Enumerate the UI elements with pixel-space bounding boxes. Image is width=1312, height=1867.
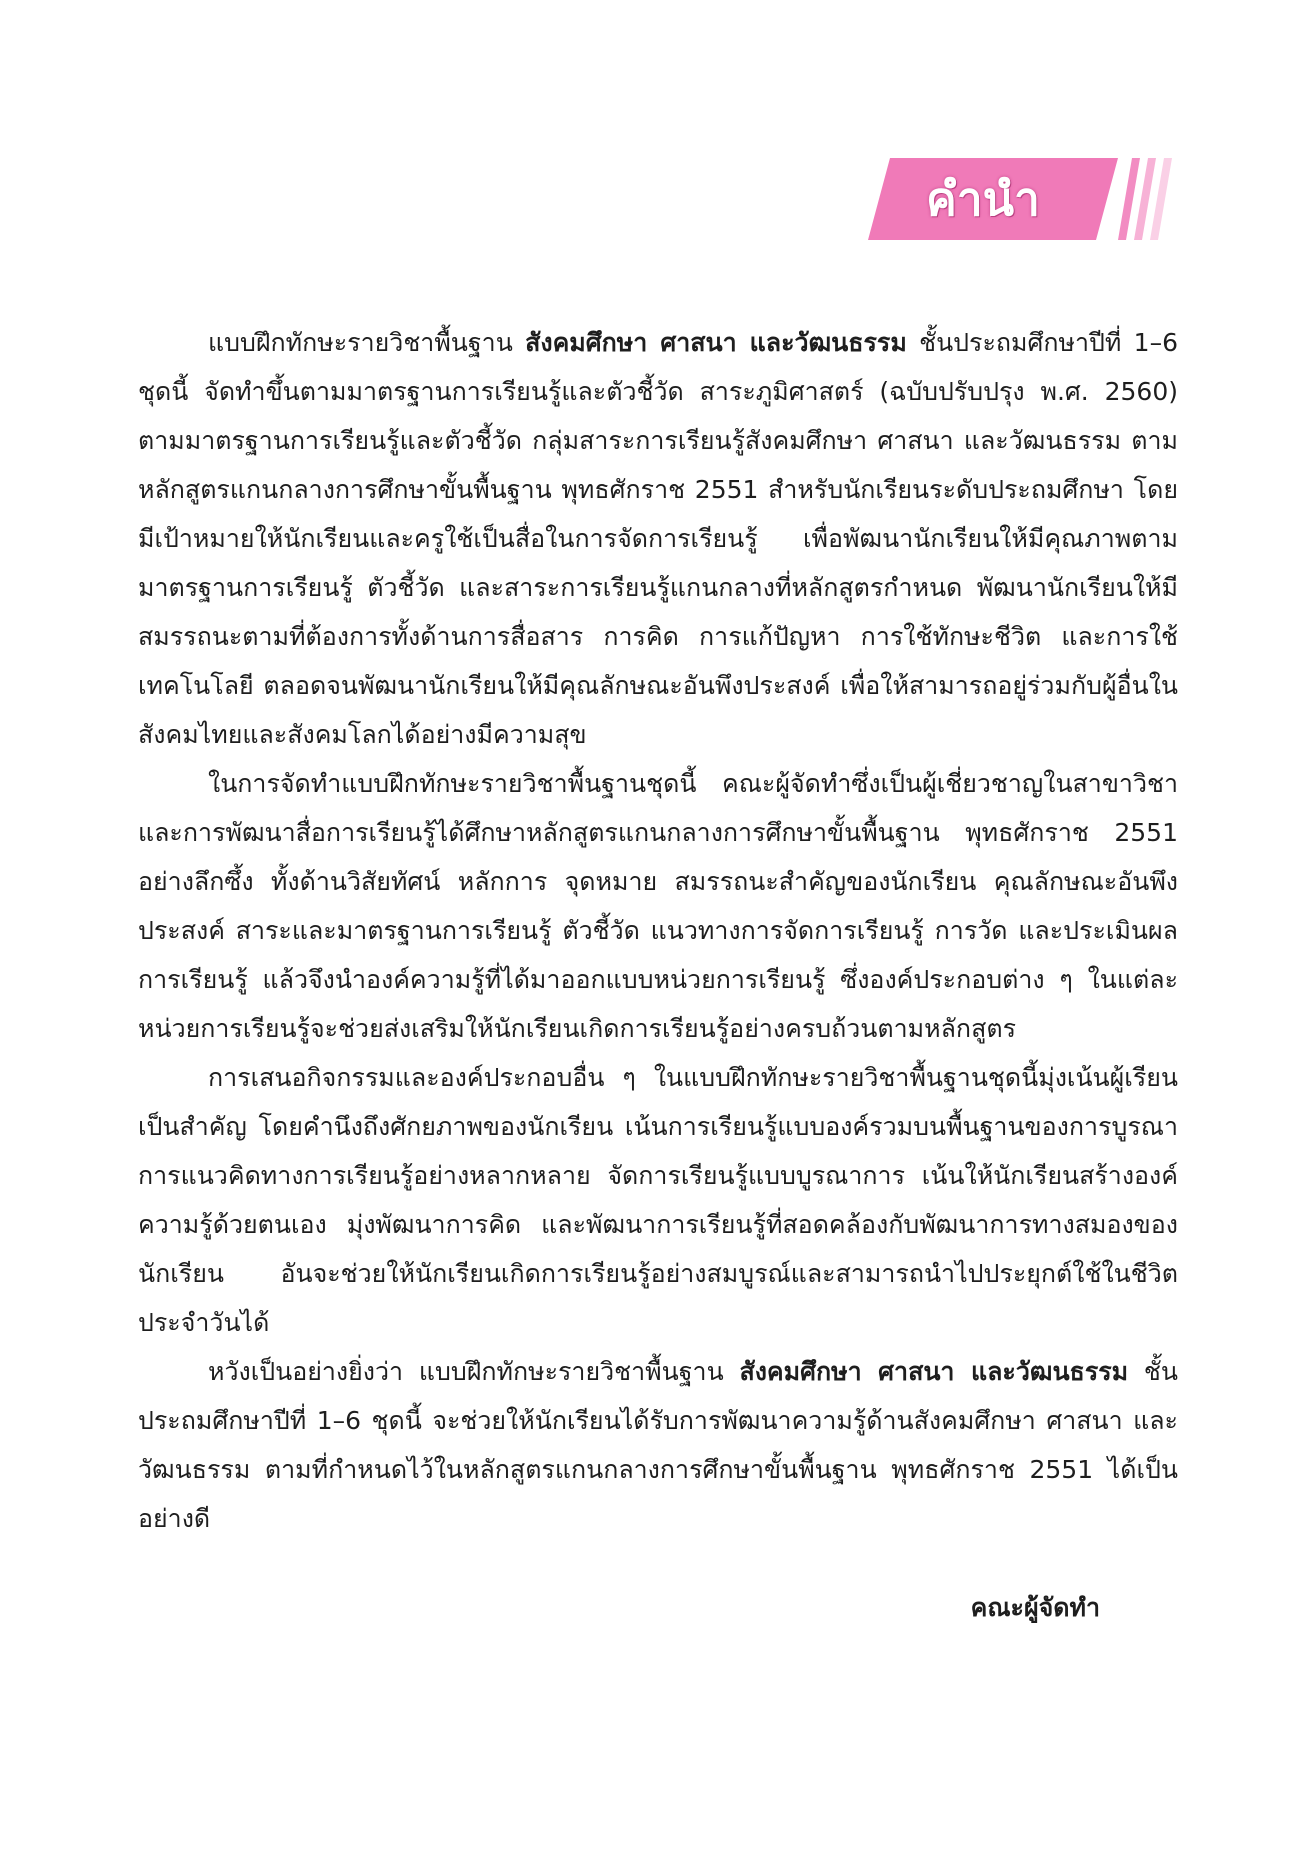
- paragraph-1-lead: แบบฝึกทักษะรายวิชาพื้นฐาน: [208, 328, 526, 357]
- paragraph-4-subject: สังคมศึกษา ศาสนา และวัฒนธรรม: [739, 1357, 1129, 1386]
- paragraph-3: การเสนอกิจกรรมและองค์ประกอบอื่น ๆ ในแบบฝึกทักษะรายวิชาพื้นฐานชุดนี้มุ่งเน้นผู้เรียนเป็นสำคัญ โดยคำนึงถึงศักยภาพของนักเรียน เน้นการเรียนรู้แบบองค์รวมบนพื้นฐานของการบูรณาการแนวคิดทางการเรียนรู้อย่างหลากหลาย จัดการเรียนรู้แบบบูรณาการ เน้นให้นักเรียนสร้างองค์ความรู้ด้วยตนเอง มุ่งพัฒนาการคิด และพัฒนาการเรียนรู้ที่สอดคล้องกับพัฒนาการทางสมองของนักเรียน อันจะช่วยให้นักเรียนเกิดการเรียนรู้อย่างสมบูรณ์และสามารถนำไปประยุกต์ใช้ในชีวิตประจำวันได้: [138, 1063, 1178, 1337]
- paragraph-4: [138, 1347, 1178, 1543]
- paragraph-4-lead: หวังเป็นอย่างยิ่งว่า แบบฝึกทักษะรายวิชาพื้นฐาน: [208, 1357, 740, 1386]
- paragraph-1: [138, 318, 1178, 759]
- signature: คณะผู้จัดทำ: [970, 1593, 1100, 1622]
- title-banner: [868, 158, 1178, 240]
- paragraph-4-rest: ชั้นประถมศึกษาปีที่ 1–6 ชุดนี้ จะช่วยให้นักเรียนได้รับการพัฒนาความรู้ด้านสังคมศึกษา ศาสนา และวัฒนธรรม ตามที่กำหนดไว้ในหลักสูตรแกนกลางการศึกษาขั้นพื้นฐาน พุทธศักราช 2551 ได้เป็นอย่างดี: [138, 1357, 1178, 1533]
- paragraph-1-subject: สังคมศึกษา ศาสนา และวัฒนธรรม: [525, 328, 907, 357]
- paragraph-1-rest: ชั้นประถมศึกษาปีที่ 1–6 ชุดนี้ จัดทำขึ้นตามมาตรฐานการเรียนรู้และตัวชี้วัด สาระภูมิศาสตร์ (ฉบับปรับปรุง พ.ศ. 2560) ตามมาตรฐานการเรียนรู้และตัวชี้วัด กลุ่มสาระการเรียนรู้สังคมศึกษา ศาสนา และวัฒนธรรม ตามหลักสูตรแกนกลางการศึกษาขั้นพื้นฐาน พุทธศักราช 2551 สำหรับนักเรียนระดับประถมศึกษา โดยมีเป้าหมายให้นักเรียนและครูใช้เป็นสื่อในการจัดการเรียนรู้ เพื่อพัฒนานักเรียนให้มีคุณภาพตามมาตรฐานการเรียนรู้ ตัวชี้วัด และสาระการเรียนรู้แกนกลางที่หลักสูตรกำหนด พัฒนานักเรียนให้มีสมรรถนะตามที่ต้องการทั้งด้านการสื่อสาร การคิด การแก้ปัญหา การใช้ทักษะชีวิต และการใช้เทคโนโลยี ตลอดจนพัฒนานักเรียนให้มีคุณลักษณะอันพึงประสงค์ เพื่อให้สามารถอยู่ร่วมกับผู้อื่นในสังคมไทยและสังคมโลกได้อย่างมีความสุข: [138, 328, 1178, 749]
- page-title: คำนำ: [926, 172, 1040, 226]
- preface-body: [138, 318, 1178, 1543]
- paragraph-2: ในการจัดทำแบบฝึกทักษะรายวิชาพื้นฐานชุดนี้ คณะผู้จัดทำซึ่งเป็นผู้เชี่ยวชาญในสาขาวิชาและการพัฒนาสื่อการเรียนรู้ได้ศึกษาหลักสูตรแกนกลางการศึกษาขั้นพื้นฐาน พุทธศักราช 2551 อย่างลึกซึ้ง ทั้งด้านวิสัยทัศน์ หลักการ จุดหมาย สมรรถนะสำคัญของนักเรียน คุณลักษณะอันพึงประสงค์ สาระและมาตรฐานการเรียนรู้ ตัวชี้วัด แนวทางการจัดการเรียนรู้ การวัด และประเมินผลการเรียนรู้ แล้วจึงนำองค์ความรู้ที่ได้มาออกแบบหน่วยการเรียนรู้ ซึ่งองค์ประกอบต่าง ๆ ในแต่ละหน่วยการเรียนรู้จะช่วยส่งเสริมให้นักเรียนเกิดการเรียนรู้อย่างครบถ้วนตามหลักสูตร: [138, 769, 1178, 1043]
